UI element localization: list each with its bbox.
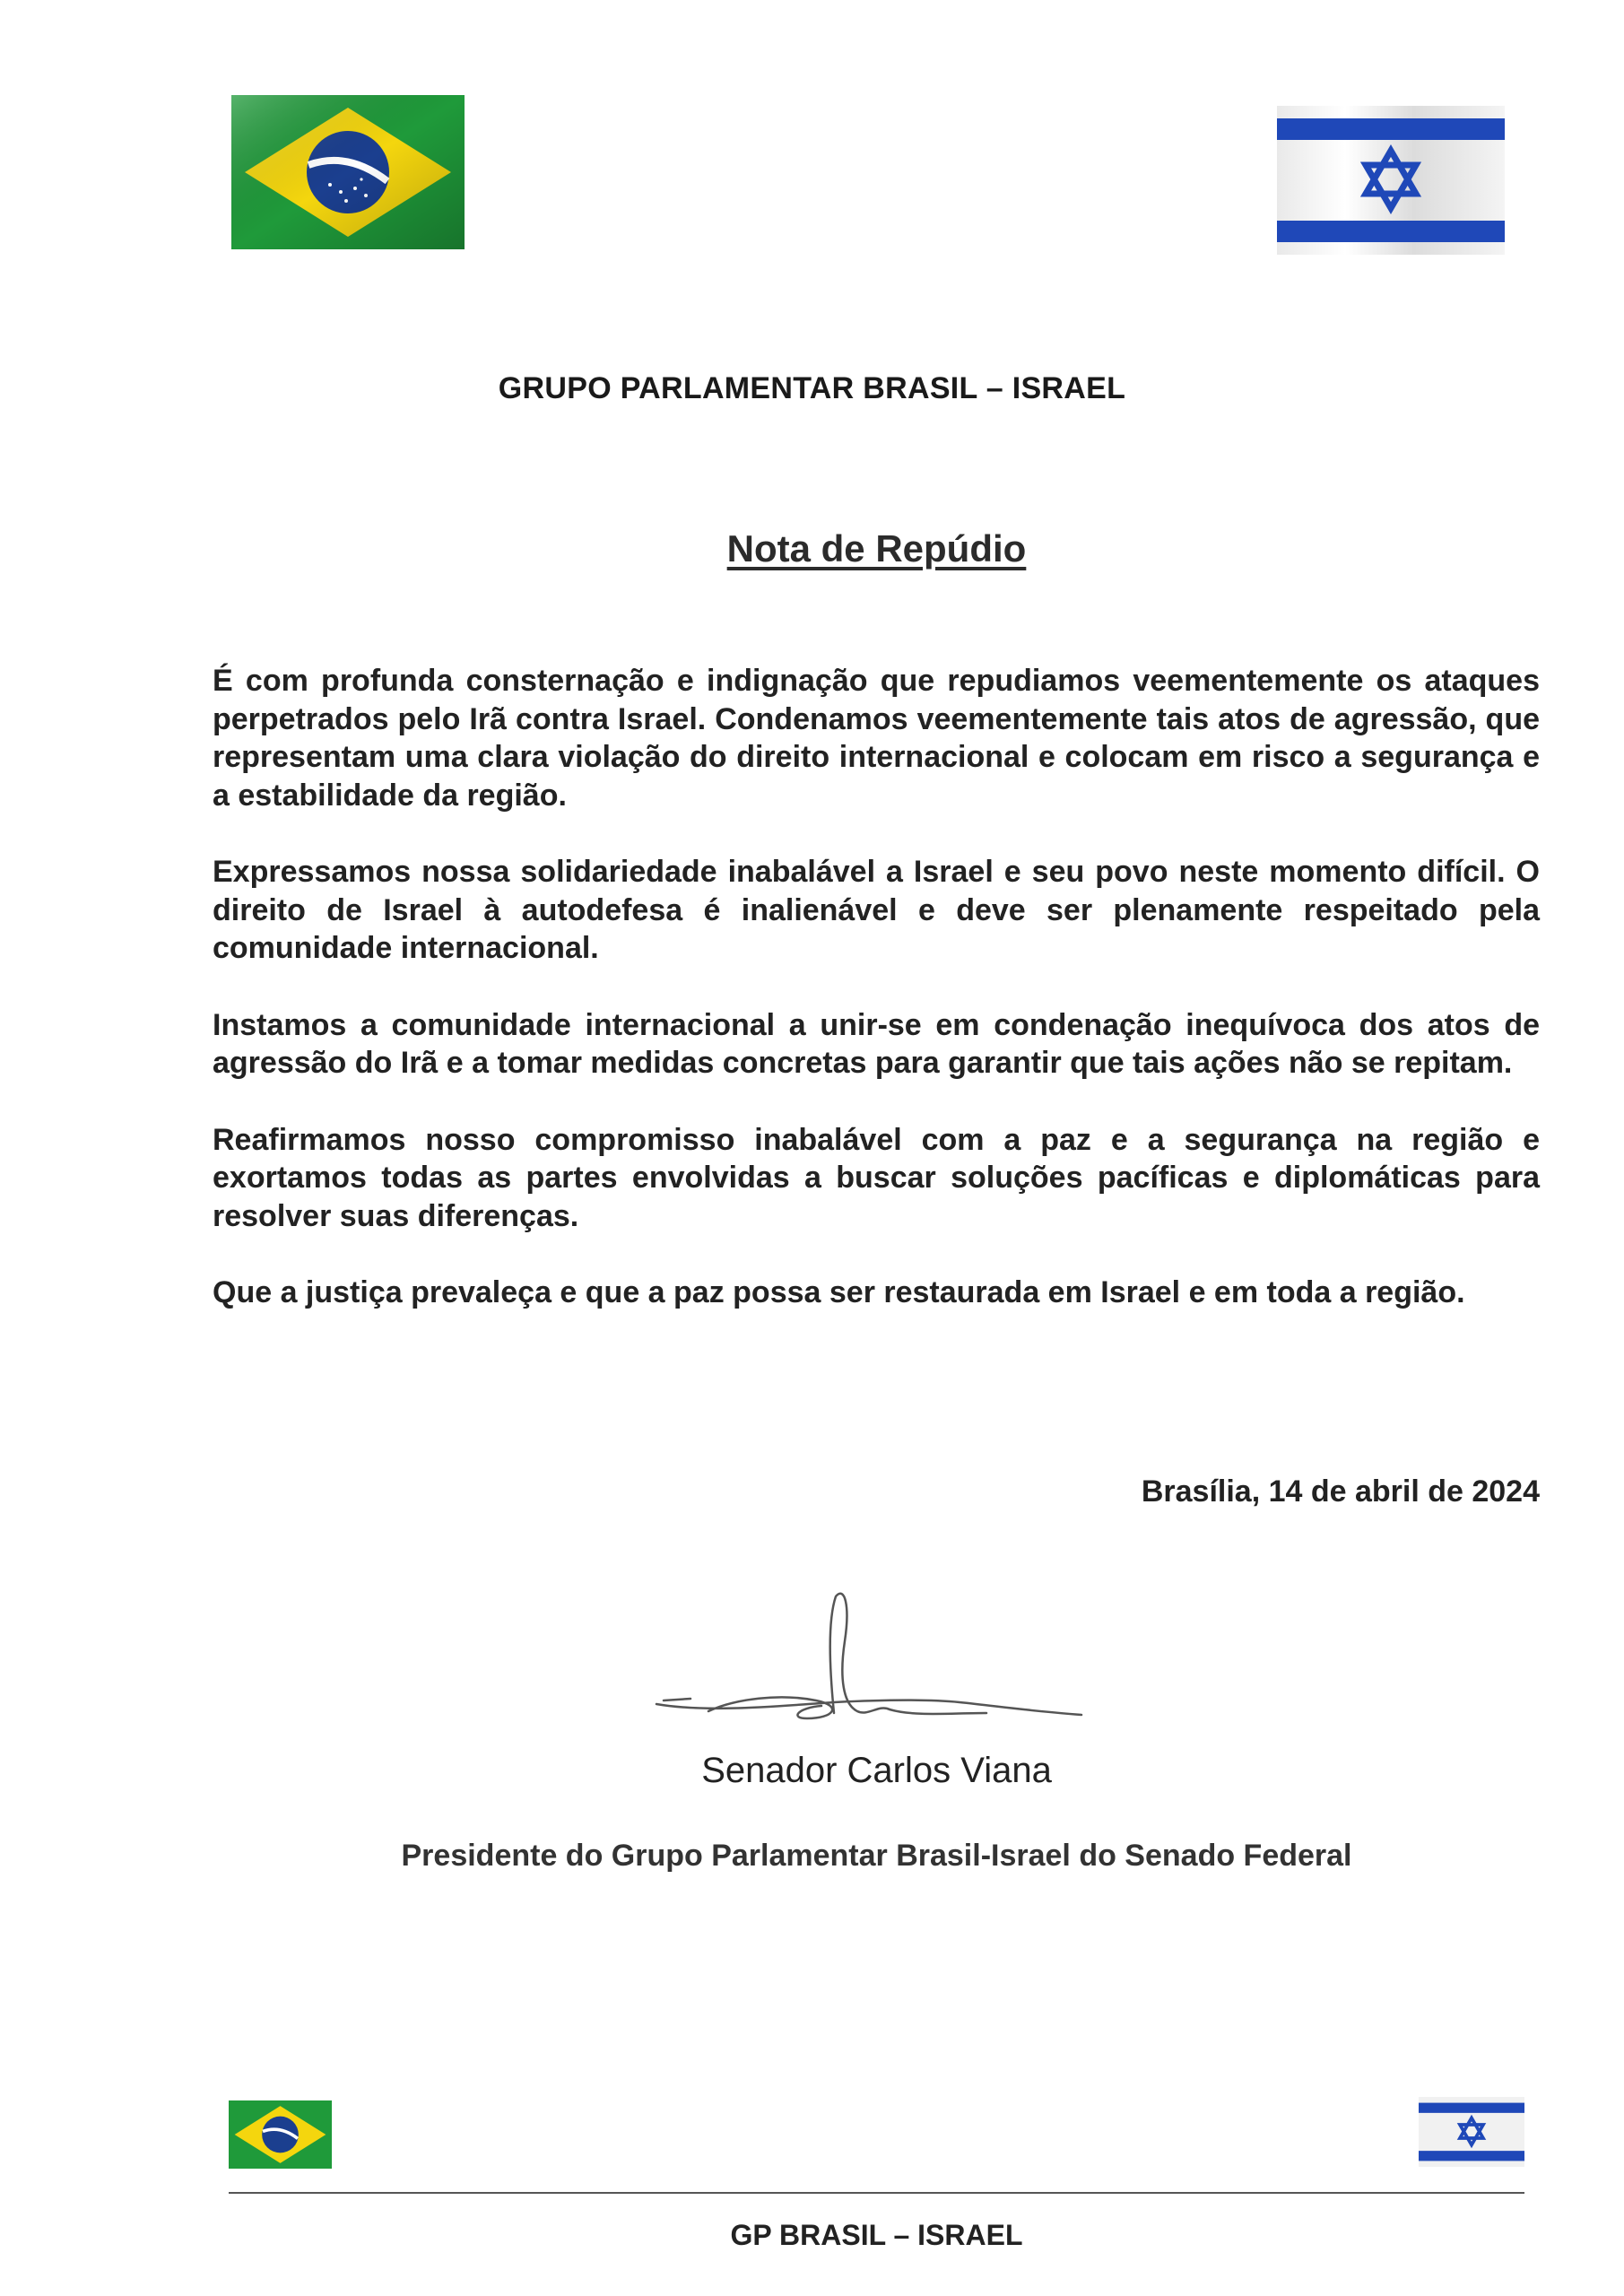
note-body — [213, 662, 1540, 1351]
footer-divider — [229, 2192, 1524, 2194]
signer-role: Presidente do Grupo Parlamentar Brasil-Israel do Senado Federal — [401, 1839, 1352, 1873]
brazil-flag-top — [231, 95, 465, 249]
israel-flag-top — [1277, 106, 1505, 255]
group-title: GRUPO PARLAMENTAR BRASIL – ISRAEL — [498, 371, 1126, 405]
paragraph-2: Expressamos nossa solidariedade inabalável a Israel e seu povo neste momento difícil. O direito de Israel à autodefesa é inalienável e deve ser plenamente respeitado pela comunidade internacional. — [213, 855, 1540, 965]
brazil-flag-footer — [229, 2100, 332, 2169]
israel-flag-footer — [1419, 2097, 1524, 2167]
paragraph-1: É com profunda consternação e indignação que repudiamos veementemente os ataques perpetrados pelo Irã contra Israel. Condenamos veementemente tais atos de agressão, que representam uma clara violação do direito internacional e colocam em risco a segurança e a estabilidade da região. — [213, 664, 1540, 813]
paragraph-5: Que a justiça prevaleça e que a paz possa ser restaurada em Israel e em toda a região. — [213, 1275, 1465, 1309]
signature-drawing — [655, 1587, 1085, 1740]
footer-text: GP BRASIL – ISRAEL — [730, 2219, 1023, 2251]
paragraph-3: Instamos a comunidade internacional a unir-se em condenação inequívoca dos atos de agressão do Irã e a tomar medidas concretas para garantir que tais ações não se repitam. — [213, 1007, 1540, 1080]
signer-name: Senador Carlos Viana — [701, 1751, 1052, 1790]
paragraph-4: Reafirmamos nosso compromisso inabalável com a paz e a segurança na região e exortamos todas as partes envolvidas a buscar soluções pacíficas e diplomáticas para resolver suas diferenças. — [213, 1122, 1540, 1233]
date-line: Brasília, 14 de abril de 2024 — [1141, 1474, 1540, 1509]
note-title: Nota de Repúdio — [726, 527, 1027, 570]
